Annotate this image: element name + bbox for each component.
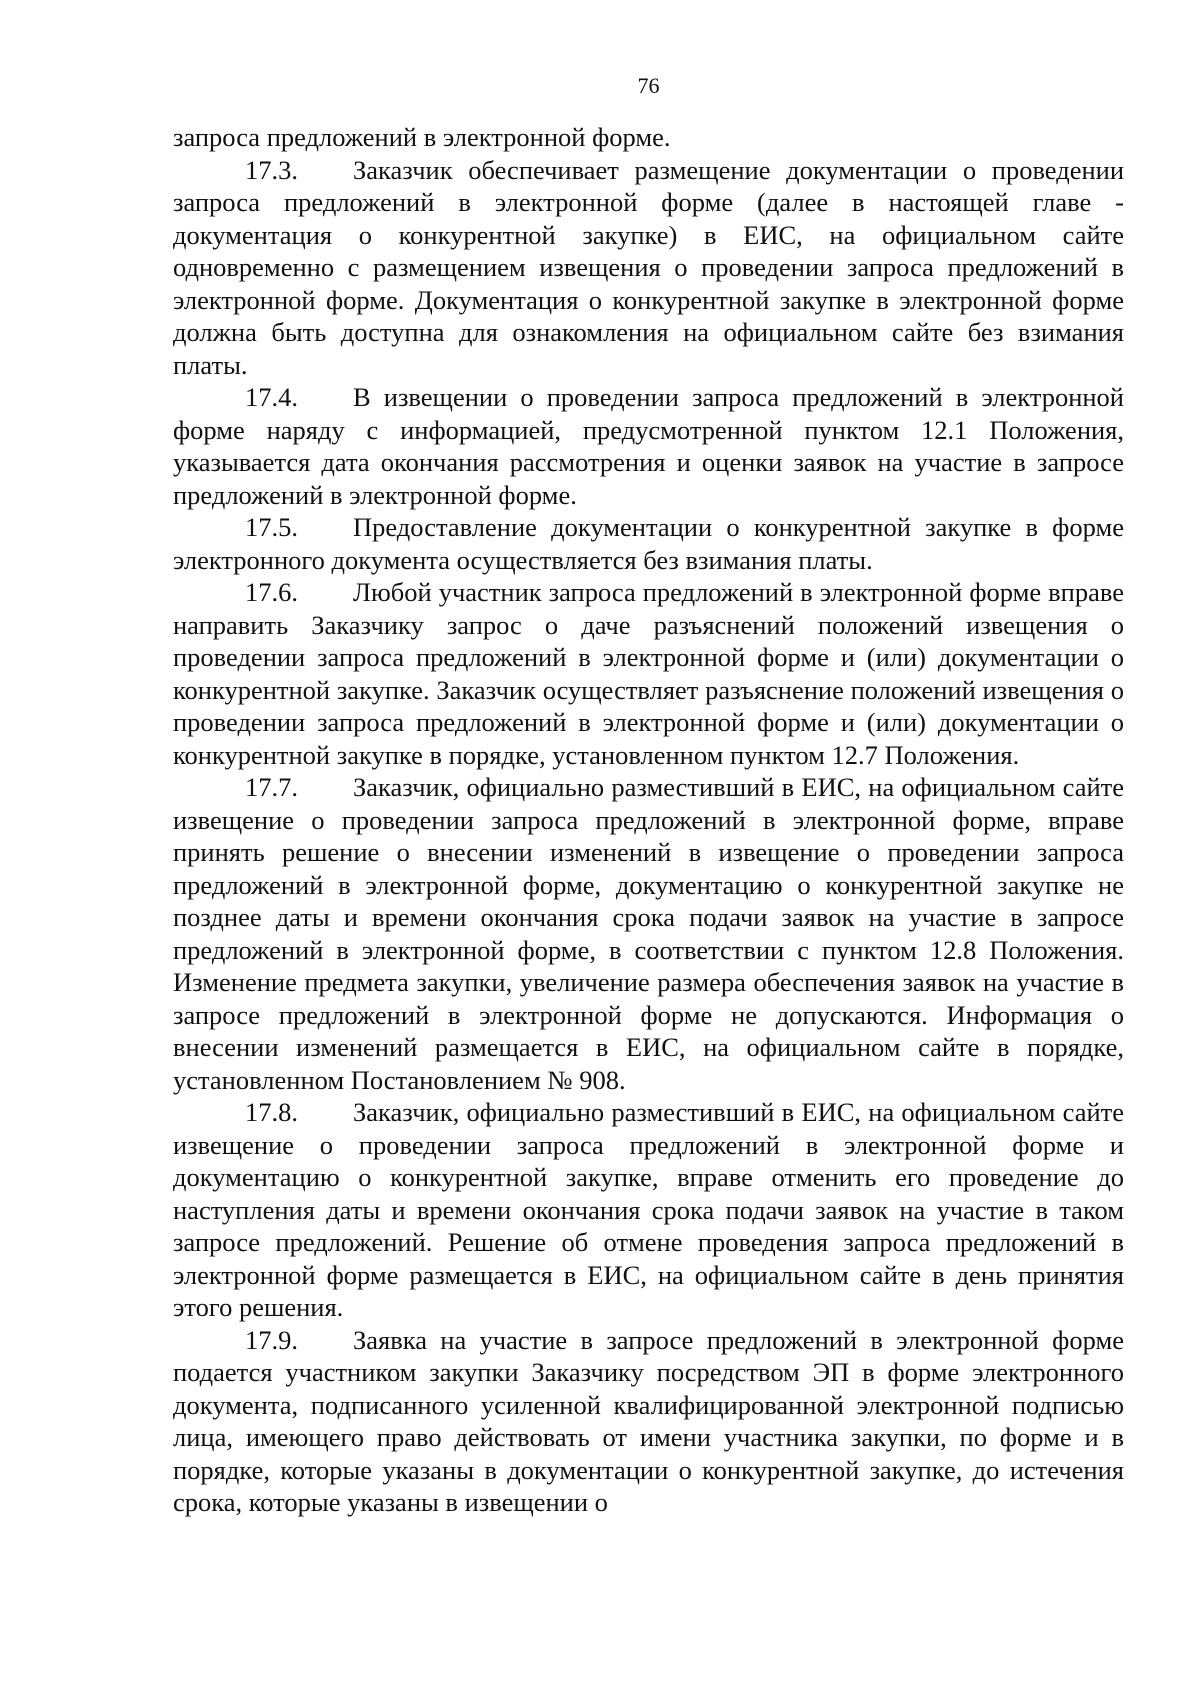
clause-text: В извещении о проведении запроса предложений в электронной форме наряду с информацией, предусмотренной пунктом 12.1 Положения, указывается дата окончания рассмотрения и оценки заявок на участие в запросе предложений в электронной форме. (173, 382, 1124, 510)
clause-text: Заказчик, официально разместивший в ЕИС, на официальном сайте извещение о проведении запроса предложений в электронной форме и документацию о конкурентной закупке, вправе отменить его проведение до наступления даты и времени окончания срока подачи заявок на участие в таком запросе предложений. Решение об отмене проведения запроса предложений в электронной форме размещается в ЕИС, на официальном сайте в день принятия этого решения. (173, 1097, 1124, 1322)
clause-number: 17.6. (245, 577, 298, 607)
clause-text: Любой участник запроса предложений в электронной форме вправе направить Заказчику запрос о даче разъяснений положений извещения о проведении запроса предложений в электронной форме и (или) документации о конкурентной закупке. Заказчик осуществляет разъяснение положений извещения о проведении запроса предложений в электронной форме и (или) документации о конкурентной закупке в порядке, установленном пунктом 12.7 Положения. (173, 577, 1124, 770)
clause-number: 17.5. (245, 512, 298, 542)
paragraph-continuation: запроса предложений в электронной форме. (173, 122, 671, 152)
clause-number: 17.8. (245, 1097, 298, 1127)
paragraph-17-6 (173, 576, 1124, 771)
clause-text: Заявка на участие в запросе предложений в электронной форме подается участником закупки Заказчику посредством ЭП в форме электронного документа, подписанного усиленной квалифицированной электронной подписью лица, имеющего право действовать от имени участника закупки, по форме и в порядке, которые указаны в документации о конкурентной закупке, до истечения срока, которые указаны в извещении о (173, 1324, 1124, 1517)
paragraph-17-3 (173, 154, 1124, 382)
page-number: 76 (637, 73, 660, 98)
clause-number: 17.4. (245, 382, 298, 412)
paragraph-17-9 (173, 1324, 1124, 1519)
clause-number: 17.9. (245, 1324, 298, 1355)
clause-number: 17.3. (245, 154, 298, 185)
clause-text: Заказчик обеспечивает размещение документации о проведении запроса предложений в электронной форме (далее в настоящей главе - документация о конкурентной закупке) в ЕИС, на официальном сайте одновременно с размещением извещения о проведении запроса предложений в электронной форме. Документация о конкурентной закупке в электронной форме должна быть доступна для ознакомления на официальном сайте без взимания платы. (173, 154, 1124, 380)
clause-number: 17.7. (245, 772, 298, 802)
paragraph-17-5 (173, 511, 1124, 576)
paragraph-17-4 (173, 381, 1124, 511)
clause-text: Заказчик, официально разместивший в ЕИС, на официальном сайте извещение о проведении запроса предложений в электронной форме, вправе принять решение о внесении изменений в извещение о проведении запроса предложений в электронной форме, документацию о конкурентной закупке не позднее даты и времени окончания срока подачи заявок на участие в запросе предложений в электронной форме, в соответствии с пунктом 12.8 Положения. Изменение предмета закупки, увеличение размера обеспечения заявок на участие в запросе предложений в электронной форме не допускаются. Информация о внесении изменений размещается в ЕИС, на официальном сайте в порядке, установленном Постановлением № 908. (173, 772, 1124, 1095)
paragraph-17-8 (173, 1096, 1124, 1324)
clause-text: Предоставление документации о конкурентной закупке в форме электронного документа осуществляется без взимания платы. (173, 512, 1124, 575)
paragraph-17-7 (173, 771, 1124, 1096)
